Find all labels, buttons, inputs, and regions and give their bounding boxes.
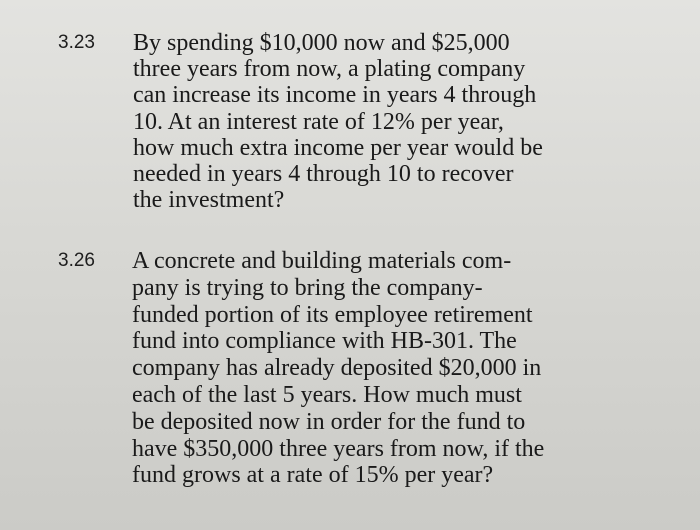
text-line: pany is trying to bring the company- [132,274,483,301]
text-line: be deposited now in order for the fund to [132,408,526,435]
text-line: how much extra income per year would be [133,134,543,161]
text-line: A concrete and building materials com- [132,248,512,274]
text-line: By spending $10,000 now and $25,000 [133,30,510,56]
problem-text [133,30,603,213]
text-line: the investment? [133,187,285,214]
text-line: can increase its income in years 4 through [133,82,537,109]
text-line: fund into compliance with HB-301. The [132,328,517,355]
text-line: 10. At an interest rate of 12% per year, [133,108,504,135]
text-line: have $350,000 three years from now, if the [132,435,545,462]
problem-text [132,248,604,489]
text-line: three years from now, a plating company [133,56,526,83]
text-line: needed in years 4 through 10 to recover [133,160,514,187]
problem-number: 3.26 [58,250,95,271]
problem-number: 3.23 [58,32,95,53]
text-line: fund grows at a rate of 15% per year? [132,462,494,489]
text-line: each of the last 5 years. How much must [132,381,522,408]
text-line: company has already deposited $20,000 in [132,355,542,382]
text-line: funded portion of its employee retirement [132,301,533,328]
